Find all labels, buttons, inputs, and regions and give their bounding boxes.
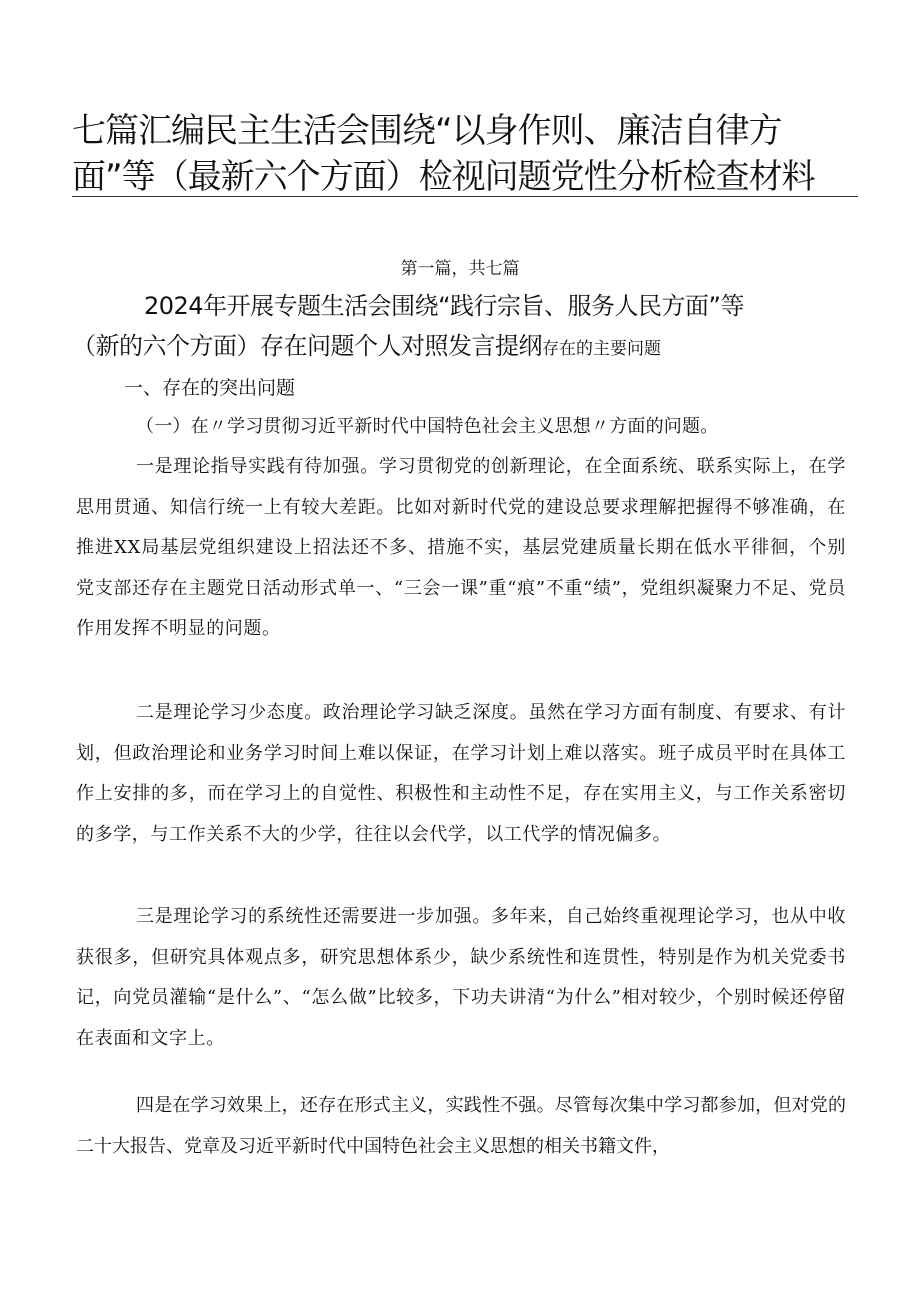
document-title: 七篇汇编民主生活会围绕“以身作则、廉洁自律方面”等（最新六个方面）检视问题党性分析检查材料: [72, 111, 815, 197]
section-title-line-1: 2024年开展专题生活会围绕“践行宗旨、服务人民方面”等: [144, 292, 744, 320]
title-underline: [72, 196, 858, 197]
subsection-heading: （一）在〃学习贯彻习近平新时代中国特色社会主义思想〃方面的问题。: [136, 416, 719, 437]
body-paragraph-3: 三是理论学习的系统性还需要进一步加强。多年来，自己始终重视理论学习，也从中收获很多，但研究具体观点多，研究思想体系少，缺少系统性和连贯性，特别是作为机关党委书记，向党员灌输“是什么”、“怎么做”比较多，下功夫讲清“为什么”相对较少，个别时候还停留在表面和文字上。: [76, 906, 846, 1049]
body-paragraph-1: 一是理论指导实践有待加强。学习贯彻党的创新理论，在全面系统、联系实际上，在学思用贯通、知信行统一上有较大差距。比如对新时代党的建设总要求理解把握得不够准确，在推进XX局基层党组织建设上招法还不多、措施不实，基层党建质量长期在低水平徘徊，个别党支部还存在主题党日活动形式单一、“三会一课”重“痕”不重“绩”，党组织凝聚力不足、党员作用发挥不明显的问题。: [76, 456, 846, 639]
section-title-line-2: [72, 326, 862, 369]
body-paragraph-2: 二是理论学习少态度。政治理论学习缺乏深度。虽然在学习方面有制度、有要求、有计划，但政治理论和业务学习时间上难以保证，在学习计划上难以落实。班子成员平时在具体工作上安排的多，而在学习上的自觉性、积极性和主动性不足，存在实用主义，与工作关系密切的多学，与工作关系不大的少学，往往以会代学，以工代学的情况偏多。: [76, 702, 846, 845]
body-paragraph-4: 四是在学习效果上，还存在形式主义，实践性不强。尽管每次集中学习都参加，但对党的二十大报告、党章及习近平新时代中国特色社会主义思想的相关书籍文件，: [76, 1095, 846, 1157]
section-title: [72, 286, 862, 369]
part-label: 第一篇，共七篇: [400, 259, 520, 279]
section-heading: 一、存在的突出问题: [124, 377, 296, 399]
section-title-trailing-text: 存在的主要问题: [542, 339, 661, 359]
section-title-line-2-text: （新的六个方面）存在问题个人对照发言提纲: [72, 332, 542, 360]
